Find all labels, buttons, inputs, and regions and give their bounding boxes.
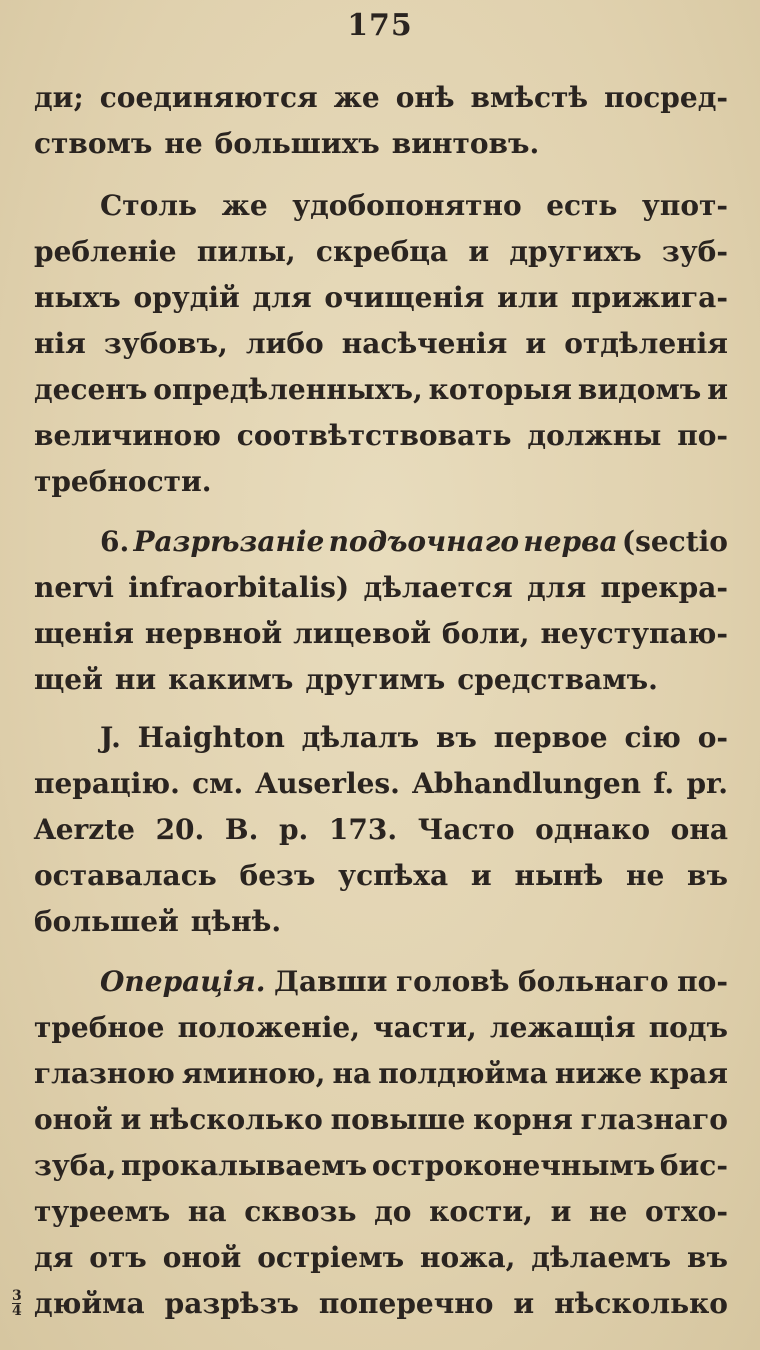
page-number: 175 bbox=[347, 8, 413, 43]
text-line: Aerzte 20. B. p. 173. Часто однако она bbox=[34, 813, 728, 846]
text-line: Столь же удобопонятно есть упот- bbox=[100, 189, 728, 222]
text-line: туреемъ на сквозь до кости, и не отхо- bbox=[34, 1195, 728, 1228]
text-line: большей цѣнѣ. bbox=[34, 905, 282, 938]
fraction-denominator: 4 bbox=[12, 1303, 22, 1319]
text-line: 6. Разрѣзаніе подъочнаго нерва (sectio bbox=[100, 525, 728, 558]
text-line: ствомъ не большихъ винтовъ. bbox=[34, 127, 540, 160]
fraction-numerator: 3 bbox=[12, 1288, 22, 1304]
text-line: оной и нѣсколько повыше корня глазнаго bbox=[34, 1103, 728, 1136]
text-line: ди; соединяются же онѣ вмѣстѣ посред- bbox=[34, 81, 728, 114]
text-line: щей ни какимъ другимъ средствамъ. bbox=[34, 663, 658, 696]
text-line: десенъ опредѣленныхъ, которыя видомъ и bbox=[34, 373, 728, 406]
text-line: ныхъ орудій для очищенія или прижига- bbox=[34, 281, 728, 314]
text-line: глазною яминою, на полдюйма ниже края bbox=[34, 1057, 728, 1090]
text-line: дюйма разрѣзъ поперечно и нѣсколько bbox=[34, 1287, 728, 1320]
fraction-three-quarters bbox=[12, 1290, 22, 1317]
text-line: nervi infraorbitalis) дѣлается для прекра- bbox=[34, 571, 728, 604]
text-line: зуба, прокалываемъ остроконечнымъ бис- bbox=[34, 1149, 728, 1182]
text-line: ребленіе пилы, скребца и другихъ зуб- bbox=[34, 235, 728, 268]
text-line: требное положеніе, части, лежащія подъ bbox=[34, 1011, 728, 1044]
text-line: перацію. см. Auserles. Abhandlungen f. pr. bbox=[34, 767, 728, 800]
text-line: J. Haighton дѣлалъ въ первое сію о- bbox=[100, 721, 728, 754]
text-line: щенія нервной лицевой боли, неуступаю- bbox=[34, 617, 728, 650]
text-line: оставалась безъ успѣха и нынѣ не въ bbox=[34, 859, 728, 892]
text-line: величиною соотвѣтствовать должны по- bbox=[34, 419, 728, 452]
text-line: требности. bbox=[34, 465, 212, 498]
text-line: нія зубовъ, либо насѣченія и отдѣленія bbox=[34, 327, 728, 360]
text-line: Операція. Давши головѣ больнаго по- bbox=[100, 965, 728, 998]
text-line: дя отъ оной остріемъ ножа, дѣлаемъ въ bbox=[34, 1241, 728, 1274]
